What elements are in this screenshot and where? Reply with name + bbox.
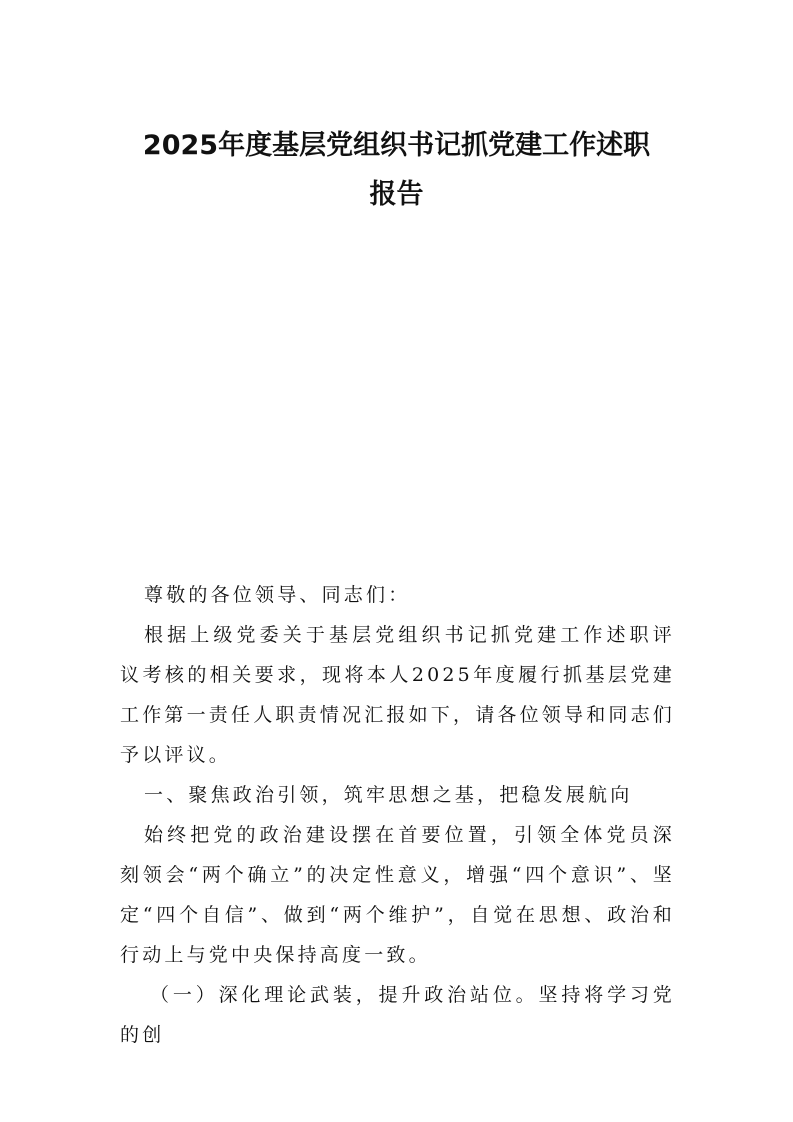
section-heading-1: 一、聚焦政治引领，筑牢思想之基，把稳发展航向: [144, 784, 633, 806]
document-body: [120, 575, 675, 1055]
document-title-line-2: 报告: [369, 179, 424, 210]
subsection-1-paragraph: （一）深化理论武装，提升政治站位。坚持将学习党的创: [120, 984, 675, 1046]
document-title-line-1: 2025年度基层党组织书记抓党建工作述职: [142, 130, 651, 161]
intro-paragraph: 根据上级党委关于基层党组织书记抓党建工作述职评议考核的相关要求，现将本人2025年度履行抓基层党建工作第一责任人职责情况汇报如下，请各位领导和同志们予以评议。: [120, 624, 676, 766]
salutation: 尊敬的各位领导、同志们：: [144, 584, 411, 606]
section-1-paragraph: 始终把党的政治建设摆在首要位置，引领全体党员深刻领会“两个确立”的决定性意义，增强“四个意识”、坚定“四个自信”、做到“两个维护”，自觉在思想、政治和行动上与党中央保持高度一致。: [120, 824, 675, 966]
